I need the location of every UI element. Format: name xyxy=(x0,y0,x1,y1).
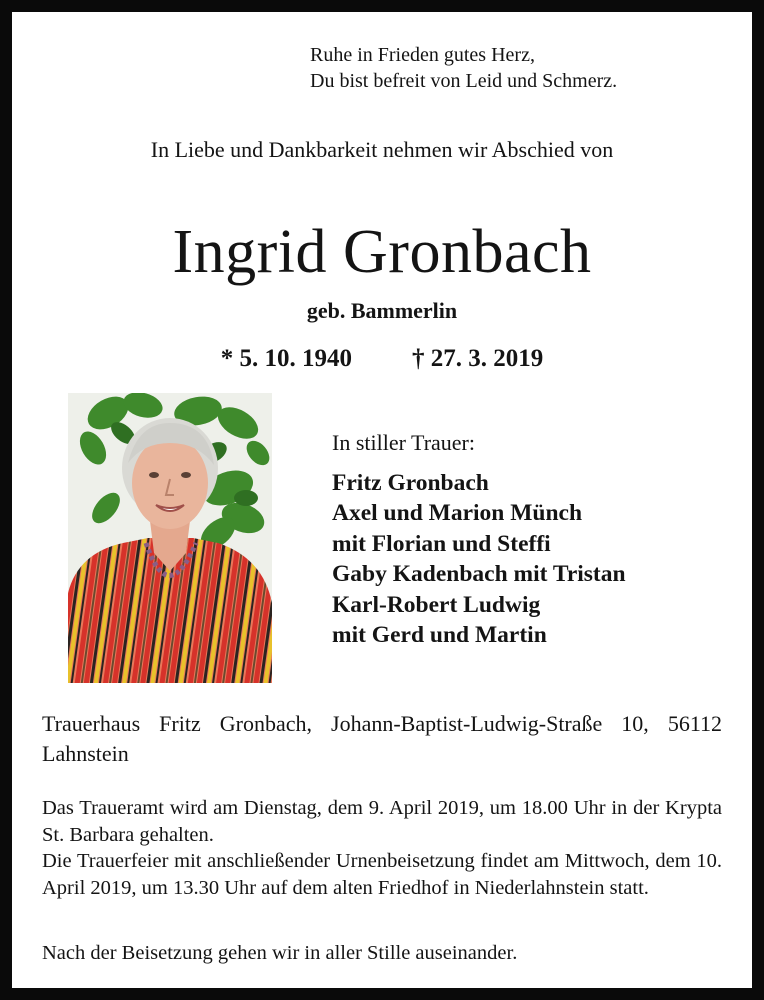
mourner-name: mit Gerd und Martin xyxy=(332,622,547,649)
mourner-name: Fritz Gronbach xyxy=(332,470,489,496)
death-date: † 27. 3. 2019 xyxy=(412,345,544,372)
portrait-photo xyxy=(68,393,272,683)
verse-line-2: Du bist befreit von Leid und Schmerz. xyxy=(310,70,618,92)
mourner-name: mit Florian und Steffi xyxy=(332,530,551,557)
verse-line-1: Ruhe in Frieden gutes Herz, xyxy=(310,44,535,66)
requiem-info: Das Traueramt wird am Dienstag, dem 9. April 2019, um 18.00 Uhr in der Krypta St. Barbara gehalten. xyxy=(42,797,722,846)
mourners-list xyxy=(332,468,626,650)
maiden-name: geb. Bammerlin xyxy=(306,298,458,323)
service-details xyxy=(42,795,722,901)
closing-text: Nach der Beisetzung gehen wir in aller Stille auseinander. xyxy=(42,942,518,964)
deceased-name: Ingrid Gronbach xyxy=(172,218,592,286)
obituary-notice xyxy=(12,12,752,988)
mourner-name: Axel und Marion Münch xyxy=(332,500,583,527)
mourning-house-address: Trauerhaus Fritz Gronbach, Johann-Baptist-Ludwig-Straße 10, 56112 Lahnstein xyxy=(42,711,722,766)
mourners-label: In stiller Trauer: xyxy=(332,430,475,455)
birth-date: * 5. 10. 1940 xyxy=(220,345,352,372)
funeral-info: Die Trauerfeier mit anschließender Urnenbeisetzung findet am Mittwoch, dem 10. April 2019, um 13.30 Uhr auf dem alten Friedhof in Niederlahnstein statt. xyxy=(42,850,722,899)
portrait-illustration xyxy=(68,393,272,683)
life-dates xyxy=(12,345,752,373)
verse xyxy=(310,42,617,94)
mourner-name: Gaby Kadenbach mit Tristan xyxy=(332,561,626,588)
intro-text: In Liebe und Dankbarkeit nehmen wir Abschied von xyxy=(150,137,614,162)
mourner-name: Karl-Robert Ludwig xyxy=(332,591,541,618)
